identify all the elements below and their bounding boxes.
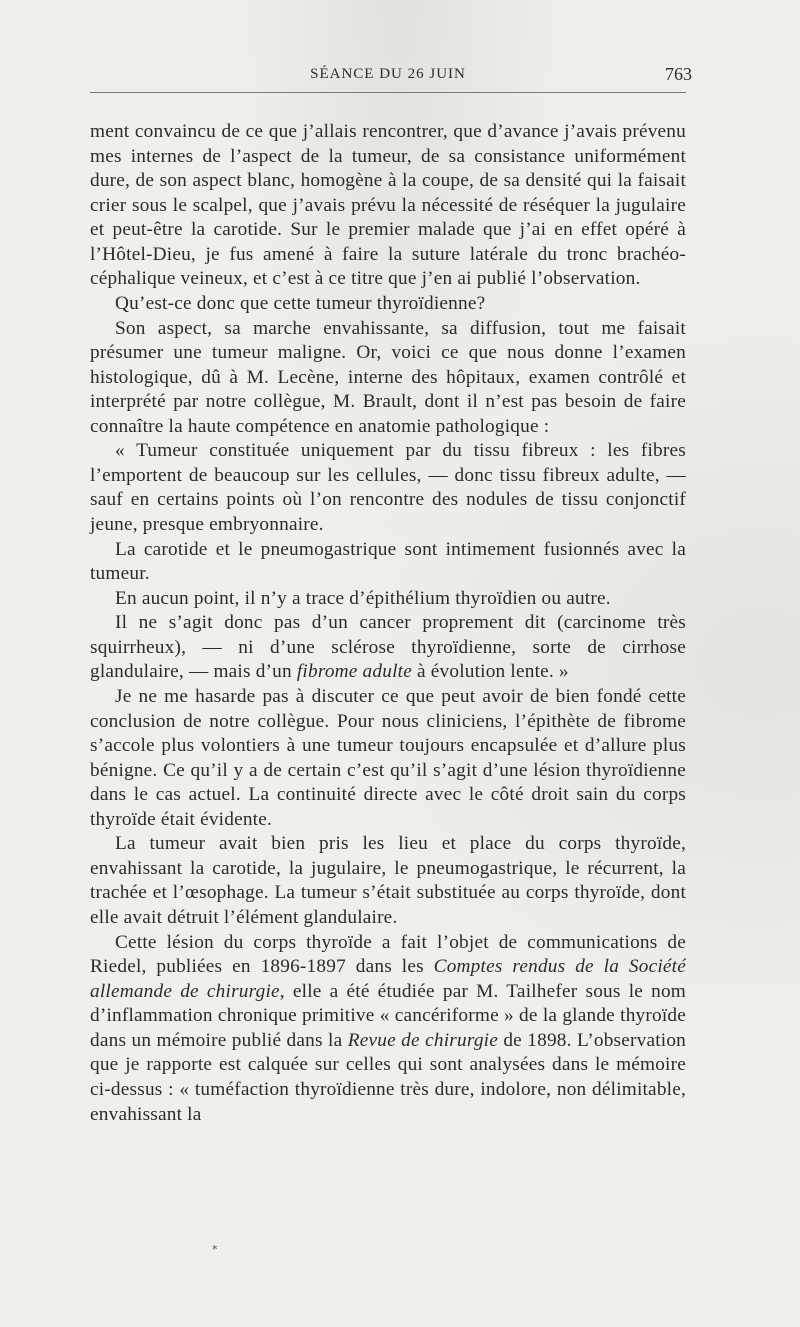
text-segment: ment convaincu de ce que j’allais rencontrer, que d’avance j’avais prévenu mes internes de l’aspect de la tumeur, de sa consistance uniformément dure, de son aspect blanc, homogène à la coupe, de sa densité qui la faisait crier sous le scalpel, que j’avais prévu la nécessité de réséquer la jugulaire et peut-être la carotide. Sur le premier malade que j’ai en effet opéré à l’Hôtel-Dieu, je fus amené à faire la suture latérale du tronc brachéo-céphalique veineux, et c’est à ce titre que j’en ai publié l’observation. (90, 121, 686, 290)
page-header (90, 64, 692, 93)
text-segment: Son aspect, sa marche envahissante, sa diffusion, tout me faisait présumer une tumeur maligne. Or, voici ce que nous donne l’examen histologique, dû à M. Lecène, interne des hôpitaux, examen contrôlé et interprété par notre collègue, M. Brault, dont il n’est pas besoin de faire connaître la haute compétence en anatomie pathologique : (90, 317, 686, 437)
italic-text: Comptes rendus de la Société allemande de chirurgie (90, 956, 686, 1002)
paragraph (90, 611, 686, 685)
paragraph (90, 439, 686, 537)
running-head: SÉANCE DU 26 JUIN (310, 66, 466, 82)
text-segment: La tumeur avait bien pris les lieu et place du corps thyroïde, envahissant la carotide, la jugulaire, le pneumogastrique, le récurrent, la trachée et l’œsophage. La tumeur s’était substituée au corps thyroïde, dont elle avait détruit l’élément glandulaire. (90, 833, 686, 928)
text-segment: à évolution lente. » (411, 661, 569, 683)
text-segment: La carotide et le pneumogastrique sont intimement fusionnés avec la tumeur. (90, 538, 686, 585)
paragraph (90, 685, 686, 832)
text-segment: En aucun point, il n’y a trace d’épithélium thyroïdien ou autre. (115, 587, 611, 609)
text-segment: Qu’est-ce donc que cette tumeur thyroïdienne? (115, 292, 486, 314)
paragraph (90, 538, 686, 587)
paragraph (90, 931, 686, 1128)
text-segment: Il ne s’agit donc pas d’un cancer proprement dit (carcinome très squirrheux), — ni d’une sclérose thyroïdienne, sorte de cirrhose glandulaire, — mais d’un (90, 612, 686, 683)
text-segment: de 1898. L’observation que je rapporte est calquée sur celles qui sont analysées dans le mémoire ci-dessus : « tuméfaction thyroïdienne très dure, indolore, non délimitable, envahissant la (90, 1029, 687, 1125)
body-text (90, 120, 686, 1127)
text-segment: Cette lésion du corps thyroïde a fait l’objet de communications de Riedel, publiées en 1896-1897 dans les (90, 931, 686, 978)
italic-text: Revue de chirurgie (347, 1029, 498, 1051)
paragraph (90, 317, 686, 440)
page-number: 763 (665, 64, 692, 84)
paragraph (90, 120, 686, 292)
paragraph (90, 292, 686, 317)
text-segment: « Tumeur constituée uniquement par du tissu fibreux : les fibres l’emportent de beaucoup sur les cellules, — donc tissu fibreux adulte, — sauf en certains points où l’on rencontre des nodules de tissu conjonctif jeune, presque embryonnaire. (90, 440, 686, 535)
printer-mark: * (212, 1243, 218, 1256)
italic-text: fibrome adulte (296, 661, 412, 683)
paragraph (90, 587, 686, 612)
paragraph (90, 832, 686, 930)
text-segment: Je ne me hasarde pas à discuter ce que peut avoir de bien fondé cette conclusion de notre collègue. Pour nous cliniciens, l’épithète de fibrome s’accole plus volontiers à une tumeur toujours encapsulée et d’allure plus bénigne. Ce qu’il y a de certain c’est qu’il s’agit d’une lésion thyroïdienne dans le cas actuel. La continuité directe avec le côté droit sain du corps thyroïde était évidente. (90, 685, 686, 830)
text-segment: , elle a été étudiée par M. Tailhefer sous le nom d’inflammation chronique primitive « cancériforme » de la glande thyroïde dans un mémoire publié dans la (90, 980, 686, 1051)
